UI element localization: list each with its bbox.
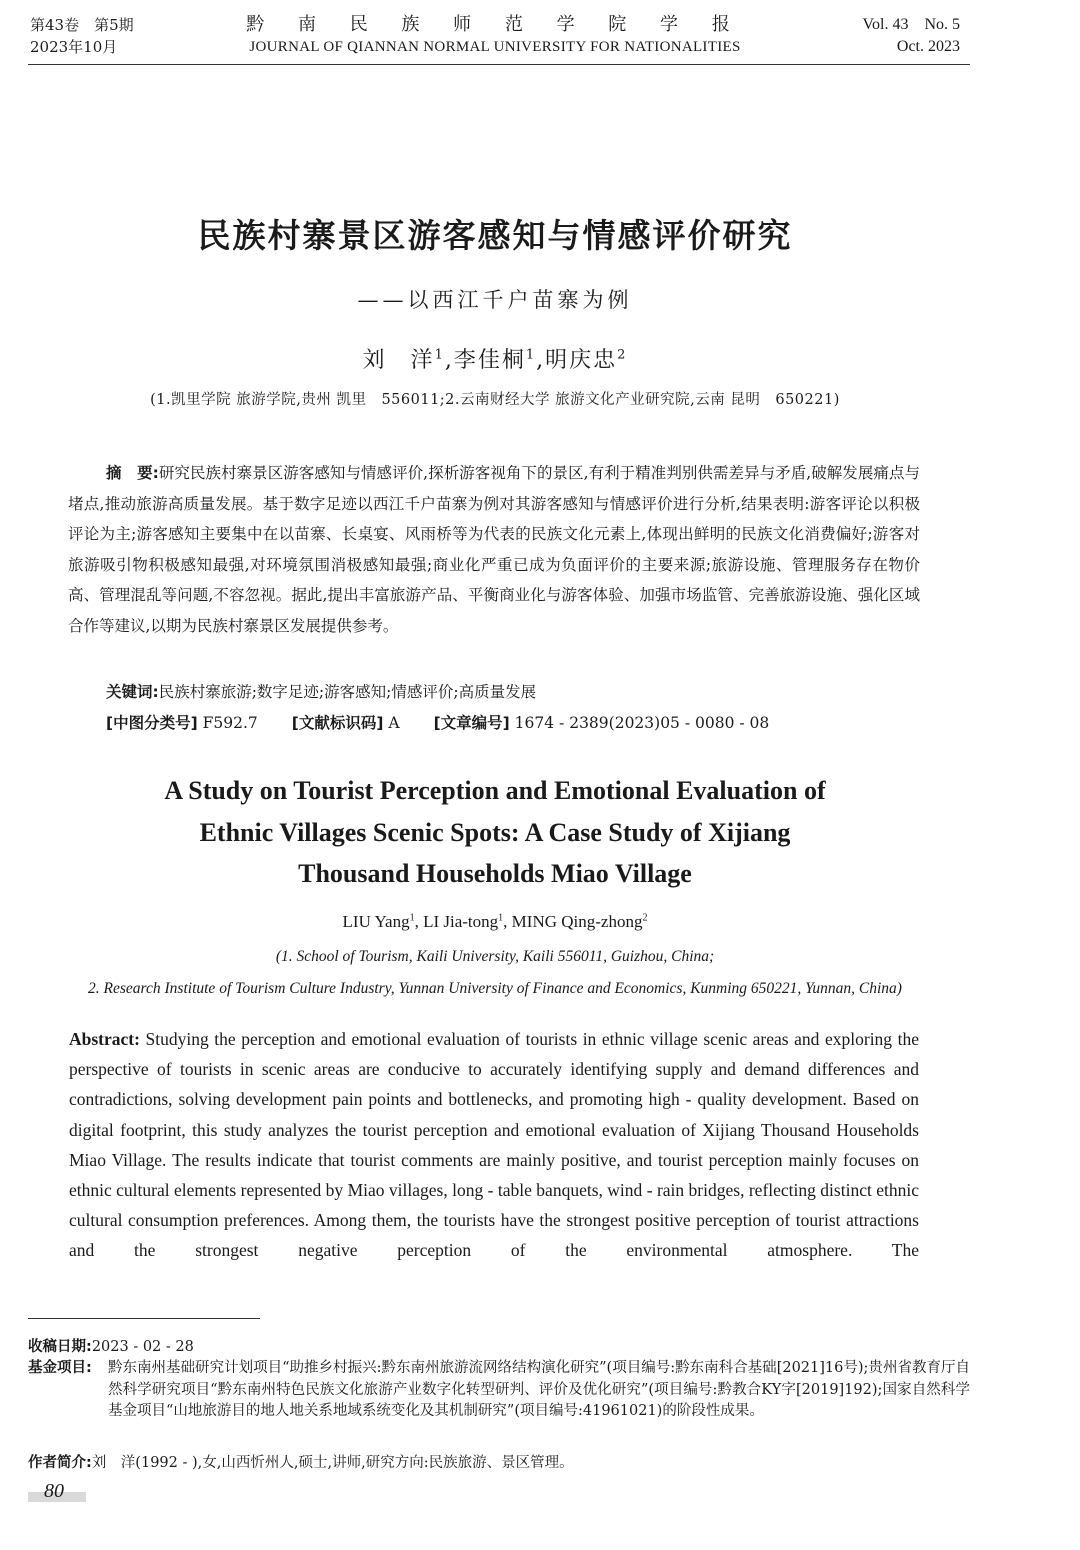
article-number-value: 1674 - 2389(2023)05 - 0080 - 08	[514, 714, 770, 732]
date-cn: 2023年10月	[30, 38, 118, 56]
footnote-rule	[28, 1318, 260, 1319]
abstract-cn-text: 研究民族村寨景区游客感知与情感评价,探析游客视角下的景区,有利于精准判别供需差异与矛盾,破解发展痛点与堵点,推动旅游高质量发展。基于数字足迹以西江千户苗寨为例对其游客感知与情感评价进行分析,结果表明:游客评论以积极评论为主;游客感知主要集中在以苗寨、长桌宴、风雨桥等为代表的民族文化元素上,体现出鲜明的民族文化消费偏好;游客对旅游吸引物积极感知最强,对环境氛围消极感知最强;商业化严重已成为负面评价的主要来源;旅游设施、管理服务存在物价高、管理混乱等问题,不容忽视。据此,提出丰富旅游产品、平衡商业化与游客体验、加强市场监管、完善旅游设施、强化区域合作等建议,以期为民族村寨景区发展提供参考。	[68, 464, 920, 635]
keywords-cn	[106, 680, 926, 704]
affiliation-en-line-2: 2. Research Institute of Tourism Culture Industry, Yunnan University of Finance and Economics, Kunming 650221, Yunnan, China)	[88, 980, 902, 997]
title-en-line: Ethnic Villages Scenic Spots: A Case Study of Xijiang	[199, 817, 791, 847]
volume-issue-cn: 第43卷 第5期	[30, 16, 134, 34]
header-rule	[28, 64, 970, 65]
abstract-en-label: Abstract:	[69, 1029, 140, 1049]
title-en-line: A Study on Tourist Perception and Emotional Evaluation of	[164, 776, 826, 805]
author-en-1: LIU Yang	[342, 912, 410, 931]
doc-code-value: A	[388, 714, 400, 732]
author-en-2-aff: 1	[498, 912, 504, 924]
article-title-en	[60, 770, 930, 895]
article-number-label: [文章编号]	[433, 714, 510, 732]
classification-line	[106, 711, 926, 735]
author-separator: ,	[536, 348, 546, 373]
clc-value: F592.7	[202, 714, 258, 732]
fund-text: 黔东南州基础研究计划项目“助推乡村振兴:黔东南州旅游流网络结构演化研究”(项目编号:黔东南科合基础[2021]16号);贵州省教育厅自然科学研究项目“黔东南州特色民族文化旅游产业数字化转型研判、评价及优化研究”(项目编号:黔教合KY字[2019]192);国家自然科学基金项目“山地旅游目的地人地关系地域系统变化及其机制研究”(项目编号:41961021)的阶段性成果。	[108, 1360, 970, 1419]
received-date	[28, 1337, 970, 1359]
received-label: 收稿日期:	[28, 1339, 92, 1355]
author-en-3-aff: 2	[642, 912, 648, 924]
clc-label: [中图分类号]	[106, 714, 198, 732]
author-separator: ,	[444, 348, 454, 373]
journal-name-cn: 黔 南 民 族 师 范 学 院 学 报	[246, 14, 744, 35]
authors-cn	[40, 343, 950, 374]
abstract-cn	[68, 458, 920, 641]
author-en-3: MING Qing-zhong	[511, 912, 643, 931]
fund-label: 基金项目:	[28, 1360, 92, 1376]
page-number: 80	[28, 1480, 86, 1502]
author-bio-text: 刘 洋(1992 - ),女,山西忻州人,硕士,讲师,研究方向:民族旅游、景区管理。	[91, 1455, 574, 1471]
author-cn-3-aff: 2	[617, 347, 628, 363]
authors-en: LIU Yang$^1$, LI Jia-tong$^1$, MING Qing-zhong$^2$	[342, 912, 648, 931]
abstract-en	[69, 1024, 919, 1266]
title-en-line: Thousand Households Miao Village	[298, 859, 692, 888]
doc-code-label: [文献标识码]	[291, 714, 384, 732]
abstract-en-text: Studying the perception and emotional evaluation of tourists in ethnic village scenic areas and exploring the perspective of tourists in scenic areas are conducive to accurately identifying supply and demand differences and contradictions, solving development pain points and bottlenecks, and promoting high - quality development. Based on digital footprint, this study analyzes the tourist perception and emotional evaluation of Xijiang Thousand Households Miao Village. The results indicate that tourist comments are mainly positive, and tourist perception mainly focuses on ethnic cultural elements represented by Miao villages, long - table banquets, wind - rain bridges, reflecting distinct ethnic cultural consumption preferences. Among them, the tourists have the strongest positive perception of tourist attractions and the strongest negative perception of the environmental atmosphere. The	[69, 1029, 920, 1261]
author-cn-2: 李佳桐	[453, 348, 526, 373]
journal-name-en: JOURNAL OF QIANNAN NORMAL UNIVERSITY FOR NATIONALITIES	[249, 39, 741, 55]
author-bio-label: 作者简介:	[28, 1455, 92, 1471]
author-en-1-aff: 1	[409, 912, 415, 924]
journal-title	[190, 14, 800, 58]
author-cn-2-aff: 1	[525, 347, 537, 363]
affiliation-en-line-1: (1. School of Tourism, Kaili University, Kaili 556011, Guizhou, China;	[275, 948, 715, 965]
article-subtitle-cn: ——以西江千户苗寨为例	[357, 288, 633, 312]
received-value: 2023 - 02 - 28	[91, 1339, 194, 1355]
volume-issue-en: Vol. 43 No. 5	[862, 16, 960, 33]
keywords-cn-label: 关键词:	[106, 683, 159, 701]
affiliation-cn: (1.凯里学院 旅游学院,贵州 凯里 556011;2.云南财经大学 旅游文化产业研究院,云南 昆明 650221)	[150, 392, 840, 408]
author-en-2: LI Jia-tong	[423, 912, 499, 931]
date-en: Oct. 2023	[896, 38, 960, 55]
author-cn-1-aff: 1	[434, 347, 445, 363]
header-volume-cn	[30, 14, 134, 58]
author-cn-1: 刘 洋	[362, 348, 435, 373]
fund-projects	[28, 1358, 970, 1423]
abstract-cn-label: 摘 要:	[106, 464, 159, 482]
author-cn-3: 明庆忠	[545, 348, 618, 373]
author-bio	[28, 1453, 970, 1475]
keywords-cn-text: 民族村寨旅游;数字足迹;游客感知;情感评价;高质量发展	[158, 683, 537, 701]
article-title-cn: 民族村寨景区游客感知与情感评价研究	[197, 216, 793, 255]
header-volume-en	[820, 14, 960, 58]
